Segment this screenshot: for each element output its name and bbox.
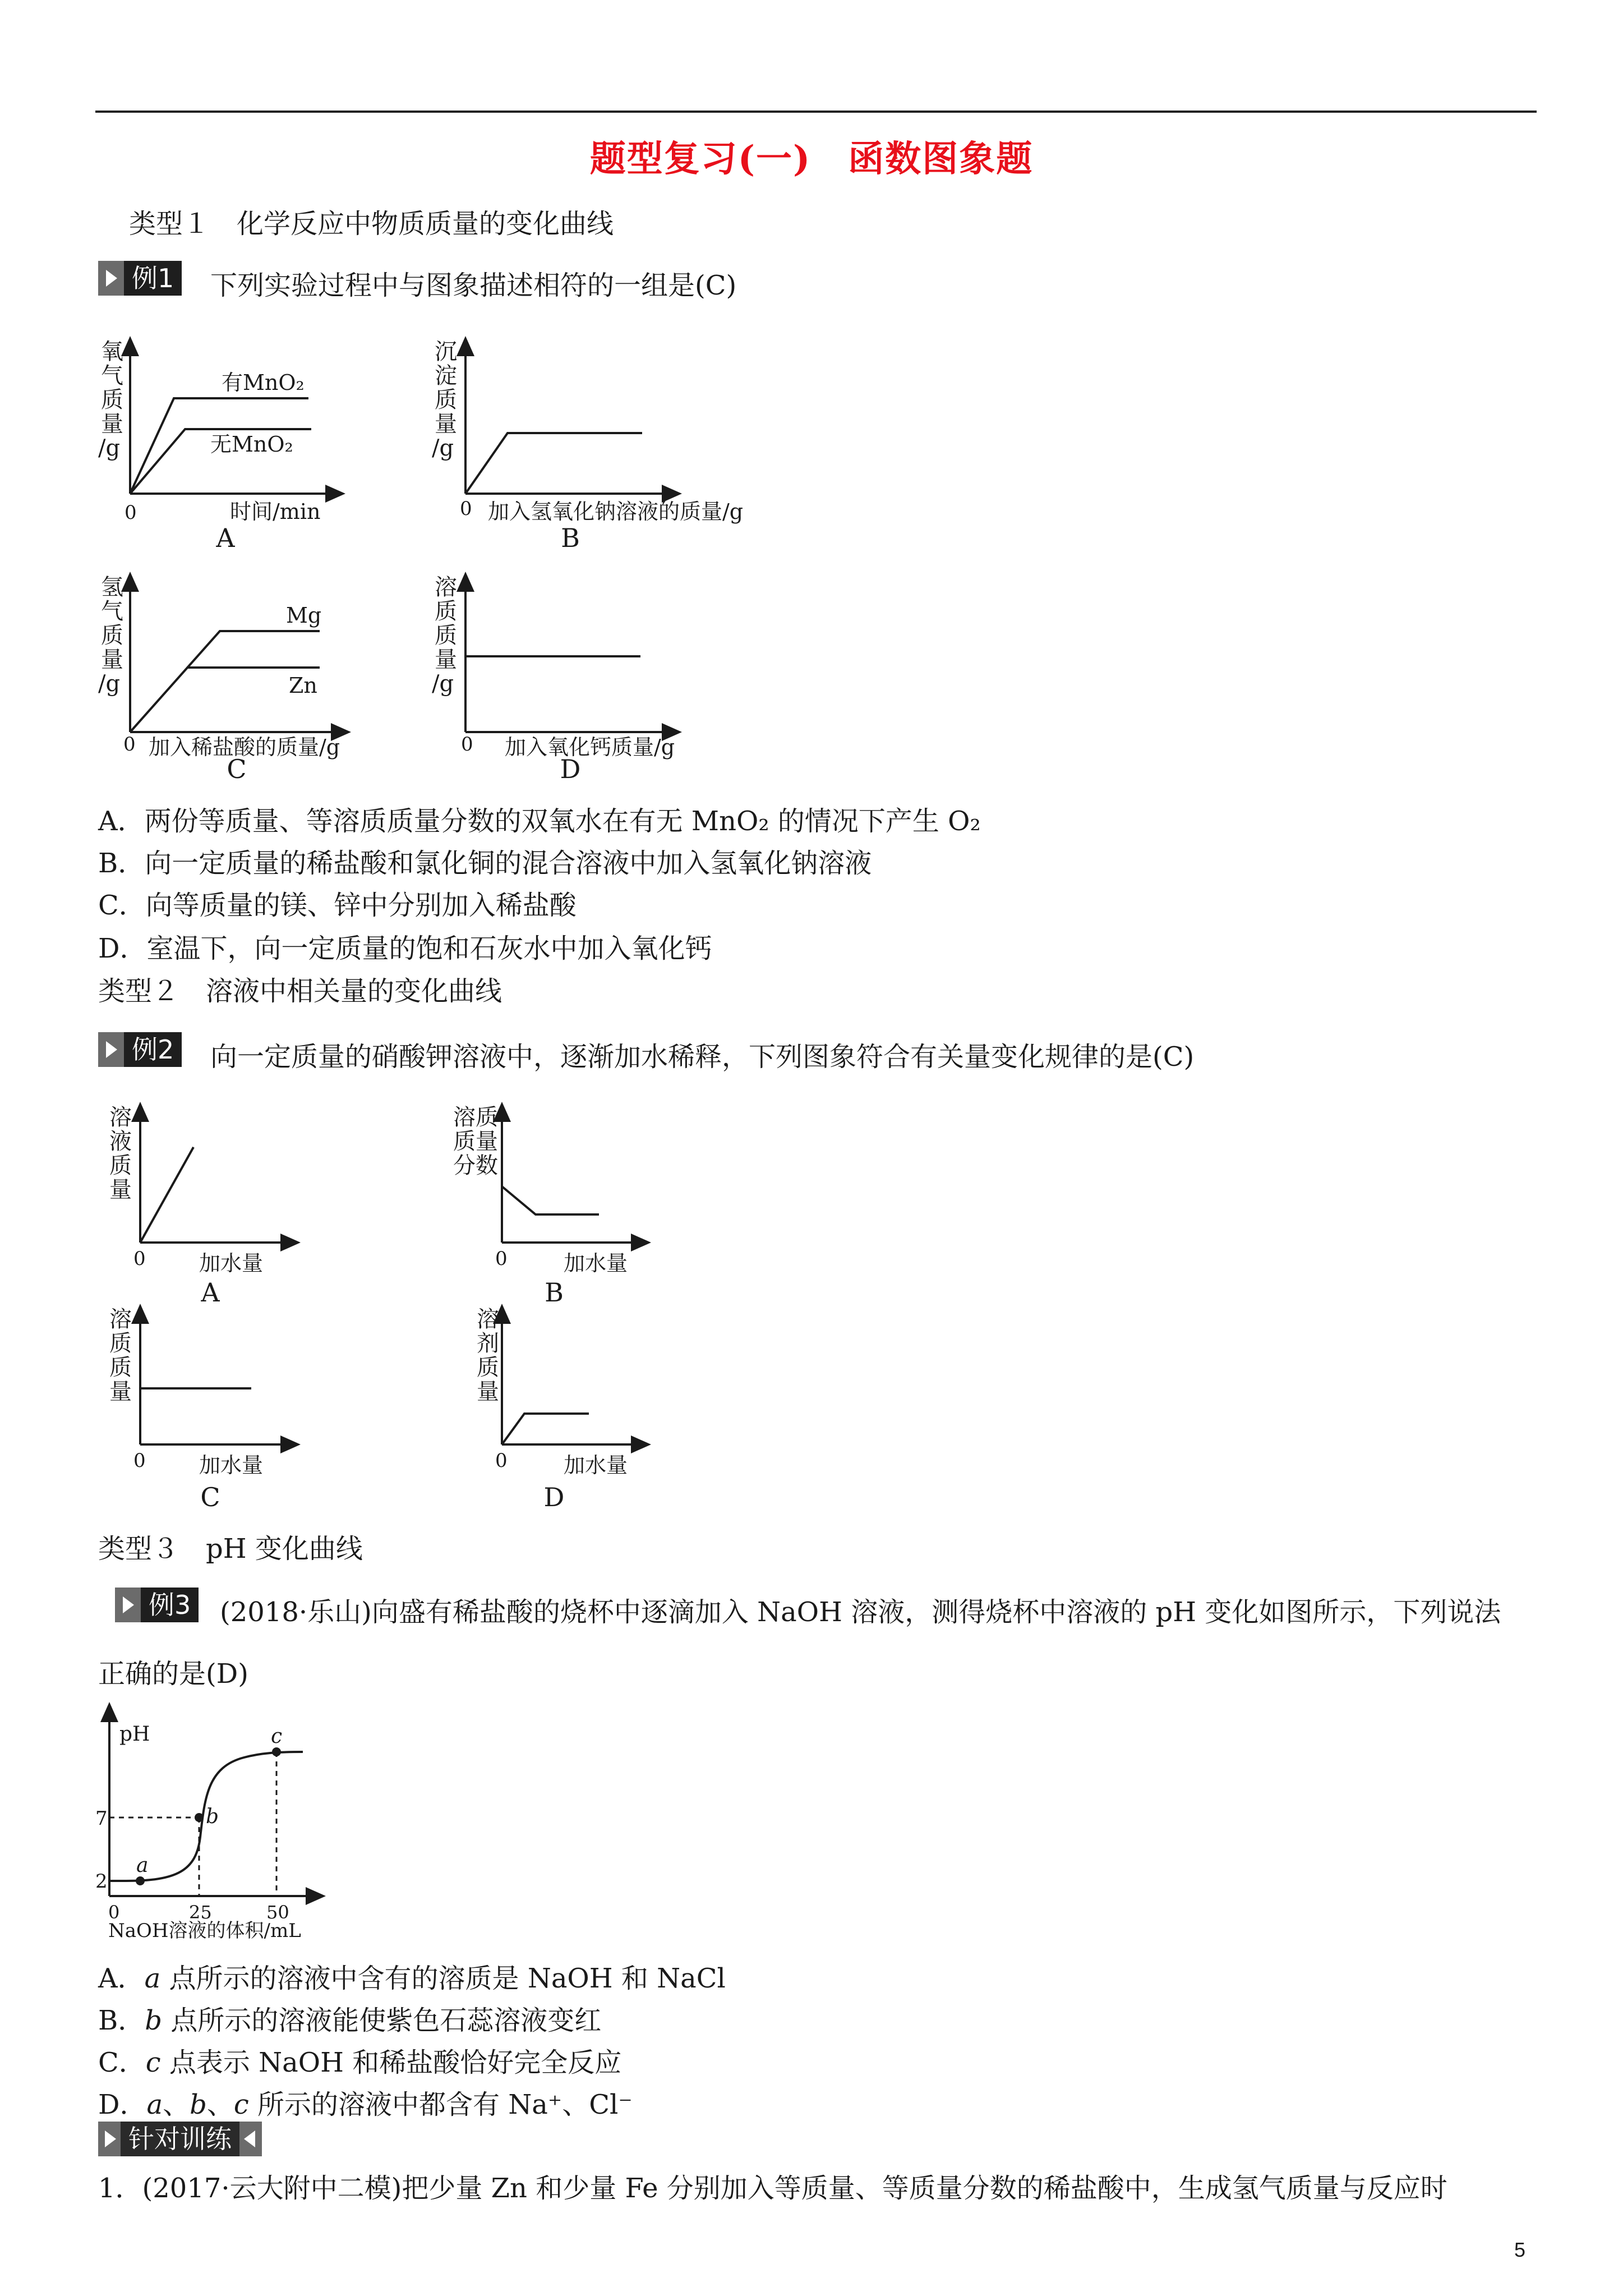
page-number: 5 [1514,2238,1526,2261]
y-label-char: 氢 [101,574,123,600]
chart-caption: C [200,1482,220,1512]
option-var: c [145,2047,161,2078]
type1-heading: 类型１ 化学反应中物质质量的变化曲线 [129,208,614,240]
example1-label: 例1 [124,261,182,296]
chart-caption: D [560,754,581,784]
y-label-char: 质 [435,599,457,624]
type3-option-b [98,1999,601,2037]
chart-1a [95,337,348,553]
y-label-char: /g [432,435,454,461]
option-var: a [146,2089,163,2120]
y-label-char: 量 [101,411,123,437]
y-label-char: 气 [101,599,123,624]
y-label-char: 溶 [109,1105,132,1130]
example3-question-line2: 正确的是(D) [98,1658,248,1690]
type1-option-c: C．向等质量的镁、锌中分别加入稀盐酸 [98,890,577,921]
x-label: 加水量 [199,1251,264,1276]
type2-heading: 类型２ 溶液中相关量的变化曲线 [98,976,502,1007]
chart-caption: B [561,523,580,553]
chart-caption: A [201,1277,220,1308]
chart-1c [95,572,409,785]
play-left-icon [239,2122,262,2156]
option-sep: 、 [163,2089,190,2120]
example3-question-line1: (2018·乐山)向盛有稀盐酸的烧杯中逐滴加入 NaOH 溶液，测得烧杯中溶液的 pH 变化如图所示，下列说法 [220,1596,1501,1628]
option-var: b [190,2089,207,2120]
example1-badge [98,261,182,296]
series-label-mg: Mg [286,603,322,628]
option-text: 点所示的溶液中含有的溶质是 NaOH 和 NaCl [160,1963,726,1994]
series-label-zn: Zn [289,673,317,698]
y-label-char: 质 [109,1153,132,1179]
play-icon [98,1032,124,1067]
origin-label: 0 [495,1450,508,1472]
type3-option-a [98,1957,726,1995]
training-banner [98,2122,262,2156]
example3-badge [115,1588,199,1622]
y-label-char: 剂 [477,1331,499,1356]
chart-2d [449,1304,673,1517]
chart-2b [449,1102,673,1310]
y-label-char: 溶 [435,574,457,600]
curve-mass-fraction [502,1186,599,1214]
origin-label: 0 [133,1248,146,1270]
y-label-char: 质 [109,1355,132,1381]
xtick-25: 25 [189,1902,212,1923]
origin-label: 0 [495,1248,508,1270]
type3-heading: 类型３ pH 变化曲线 [98,1533,363,1565]
series-label-without: 无MnO₂ [210,432,293,457]
point-c-label: c [271,1725,283,1748]
type1-option-d: D．室温下，向一定质量的饱和石灰水中加入氧化钙 [98,933,712,964]
x-label: 加入氧化钙质量/g [505,735,675,760]
y-label-char: /g [432,671,454,697]
x-label: 加入稀盐酸的质量/g [149,735,340,760]
origin-label: 0 [125,501,137,524]
chart-caption: B [545,1277,564,1308]
y-label-char: 质 [435,387,457,413]
y-label-char: 沉 [435,339,457,365]
chart-ph [93,1703,328,1942]
y-label-char: 液 [109,1129,132,1154]
example2-badge [98,1032,182,1067]
page-title: 题型复习(一) 函数图象题 [589,138,1034,180]
origin-label: 0 [460,498,472,520]
chart-caption: A [216,523,235,553]
option-text: 点表示 NaOH 和稀盐酸恰好完全反应 [160,2047,622,2078]
y-label-char: 量 [109,1177,132,1203]
y-label-char: 质 [109,1331,132,1356]
type1-option-b: B．向一定质量的稀盐酸和氯化铜的混合溶液中加入氢氧化钠溶液 [98,848,872,879]
y-label-char: 质 [101,387,123,413]
x-label: 加入氢氧化钠溶液的质量/g [488,499,744,524]
chart-1b [426,337,763,553]
xtick-50: 50 [266,1902,289,1923]
y-label: pH [119,1723,150,1746]
y-label [98,339,123,461]
y-label-char: 溶 [477,1306,499,1332]
curve-solution-mass [140,1147,193,1243]
point-a-label: a [136,1854,149,1877]
example3-label: 例3 [141,1588,199,1622]
point-a [136,1876,145,1885]
point-b [195,1813,204,1822]
y-label-char: 量 [109,1379,132,1405]
x-label: 时间/min [230,499,321,524]
example2-question: 向一定质量的硝酸钾溶液中，逐渐加水稀释，下列图象符合有关量变化规律的是(C) [210,1041,1195,1073]
y-label-char: 溶质 [453,1105,498,1130]
y-label-char: 淀 [435,363,457,389]
y-label-char: 质 [101,623,123,648]
ytick-2: 2 [95,1870,108,1893]
origin-label: 0 [133,1450,146,1472]
y-label-char: 量 [435,647,457,673]
training-label: 针对训练 [128,2124,232,2154]
y-label-char: /g [98,435,121,461]
option-sep: 、 [206,2089,234,2120]
chart-2a [107,1102,331,1310]
chart-caption: C [227,754,247,784]
option-var: a [144,1963,161,1994]
y-label-char: 气 [101,363,123,389]
type3-option-c [98,2041,621,2079]
y-label-char: 量 [435,411,457,437]
x-label: NaOH溶液的体积/mL [108,1920,301,1942]
option-text: 点所示的溶液能使紫色石蕊溶液变红 [162,2005,602,2036]
type1-option-a: A．两份等质量、等溶质质量分数的双氧水在有无 MnO₂ 的情况下产生 O₂ [98,806,981,837]
y-label-char: 量 [477,1379,499,1405]
option-var: b [145,2005,163,2036]
type3-option-d [98,2083,633,2122]
y-label-char: 质 [477,1355,499,1381]
chart-1d [426,572,740,785]
play-icon [98,261,124,296]
chart-caption: D [543,1482,565,1512]
point-c [272,1747,281,1756]
option-var: c [233,2089,249,2120]
series-label-with: 有MnO₂ [222,370,305,395]
play-icon [98,2122,121,2156]
top-rule [95,111,1537,113]
point-b-label: b [206,1805,219,1828]
x-label: 加水量 [564,1251,628,1276]
example1-question: 下列实验过程中与图象描述相符的一组是(C) [210,270,737,301]
curve-solvent-mass [502,1414,589,1444]
xtick-0: 0 [108,1902,120,1923]
option-prefix: B． [98,2005,145,2036]
option-prefix: D． [98,2089,147,2120]
training-question-1: 1．(2017·云大附中二模)把少量 Zn 和少量 Fe 分别加入等质量、等质量分数的稀盐酸中，生成氢气质量与反应时 [98,2173,1447,2204]
example2-label: 例2 [124,1032,182,1067]
origin-label: 0 [461,733,473,756]
y-label-char: 量 [101,647,123,673]
curve-precipitate [465,433,642,494]
y-label-char: 分数 [453,1153,498,1179]
x-label: 加水量 [199,1453,264,1478]
play-icon [115,1588,141,1622]
option-prefix: A． [98,1963,145,1994]
origin-label: 0 [123,733,136,756]
y-label-char: /g [98,671,121,697]
x-label: 加水量 [564,1453,628,1478]
option-prefix: C． [98,2047,146,2078]
chart-2c [107,1304,331,1517]
ytick-7: 7 [95,1807,108,1830]
y-label-char: 溶 [109,1306,132,1332]
y-label-char: 质量 [453,1129,498,1154]
y-label-char: 氧 [101,339,123,365]
option-text: 所示的溶液中都含有 Na⁺、Cl⁻ [248,2089,633,2120]
y-label-char: 质 [435,623,457,648]
